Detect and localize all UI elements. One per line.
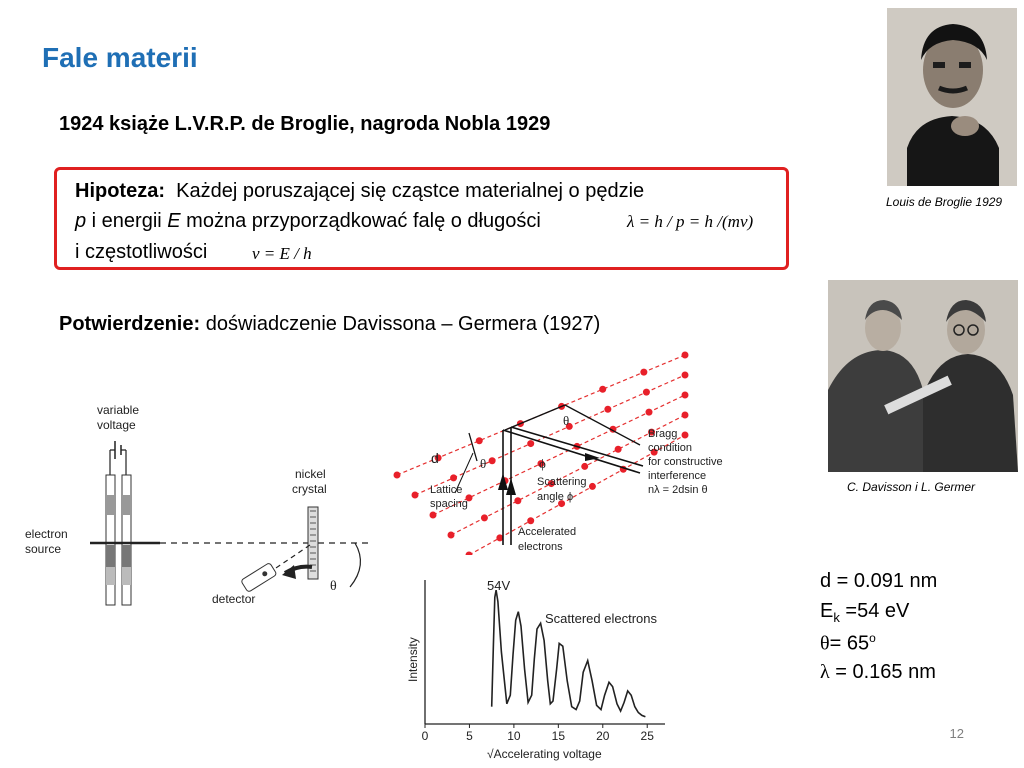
nickel-label-1: nickel xyxy=(295,467,326,481)
result-lambda xyxy=(820,661,936,684)
lattice-point xyxy=(682,412,689,419)
confirmation-label: Potwierdzenie: xyxy=(59,313,201,335)
chart-peak-label: 54V xyxy=(487,578,511,593)
accelerated-label-2: electrons xyxy=(518,541,563,553)
result-ek xyxy=(820,600,909,625)
hypothesis-line-2 xyxy=(75,210,541,233)
lattice-point xyxy=(450,474,457,481)
chart-ylabel: Intensity xyxy=(406,637,420,682)
lattice-point xyxy=(481,514,488,521)
apparatus-diagram xyxy=(20,395,375,615)
lattice-point xyxy=(682,352,689,359)
chart-title: Scattered electrons xyxy=(545,611,658,626)
lattice-point xyxy=(394,472,401,479)
de-broglie-photo xyxy=(887,8,1017,186)
slide-title: Fale materii xyxy=(42,42,198,73)
formula-lambda: λ = h / p = h /(mv) xyxy=(627,212,754,231)
page-number: 12 xyxy=(949,726,964,741)
bragg-d: d xyxy=(431,450,439,466)
lattice-point xyxy=(489,457,496,464)
result-lambda-rest: = 0.165 nm xyxy=(829,661,936,683)
lattice-point xyxy=(527,440,534,447)
chart-x-tick-label: 10 xyxy=(507,729,521,743)
lattice-point xyxy=(682,372,689,379)
bragg-triangle xyxy=(505,405,640,445)
lattice-label-2: spacing xyxy=(430,498,468,510)
scattering-label-2: angle ϕ xyxy=(537,491,574,503)
variable-voltage-label-1: variable xyxy=(97,403,140,417)
bragg-label-5: nλ = 2dsin θ xyxy=(648,484,708,496)
result-theta-sup: o xyxy=(869,631,876,645)
bragg-theta-2: θ xyxy=(563,413,570,428)
chart-x-tick-label: 25 xyxy=(640,729,654,743)
chart-x-tick-label: 5 xyxy=(466,729,473,743)
lattice-point xyxy=(682,432,689,439)
lattice-point xyxy=(599,386,606,393)
formula-nu: ν = E / h xyxy=(252,244,312,263)
lattice-point xyxy=(604,406,611,413)
hypothesis-p: p xyxy=(75,210,87,232)
lattice-point xyxy=(615,446,622,453)
confirmation-text: doświadczenie Davissona – Germera (1927) xyxy=(200,313,601,335)
chart-ticks xyxy=(422,724,655,743)
bragg-label-2: condition xyxy=(648,442,693,454)
lattice-spacing-marker xyxy=(469,433,477,461)
result-theta-symbol: θ xyxy=(820,632,830,655)
de-broglie-caption: Louis de Broglie 1929 xyxy=(886,195,1003,209)
variable-voltage-label-2: voltage xyxy=(97,418,136,432)
chart-series-line xyxy=(492,590,646,717)
result-theta xyxy=(820,631,876,656)
davisson-germer-photo xyxy=(828,280,1018,472)
chart-x-tick-label: 0 xyxy=(421,729,429,743)
bragg-diagram xyxy=(385,345,775,555)
scattering-label-1: Scattering xyxy=(537,476,587,488)
hypothesis-text-1: Każdej poruszającej się cząstce materialnej o pędzie xyxy=(176,180,645,202)
bragg-label-3: for constructive xyxy=(648,456,723,468)
lattice-point xyxy=(476,437,483,444)
bragg-phi: ϕ xyxy=(539,456,546,471)
nickel-label-2: crystal xyxy=(292,482,327,496)
electron-source-label-2: source xyxy=(25,542,62,556)
lattice-point xyxy=(466,552,473,556)
chart-x-tick-label: 15 xyxy=(551,729,566,743)
lattice-point xyxy=(640,369,647,376)
lattice-point xyxy=(643,389,650,396)
bragg-theta-1: θ xyxy=(480,456,487,471)
electron-source-label-1: electron xyxy=(25,527,68,541)
lattice-point xyxy=(448,532,455,539)
detector-icon xyxy=(241,563,277,593)
lattice-point xyxy=(589,483,596,490)
bragg-label-4: interference xyxy=(648,470,707,482)
lattice-point xyxy=(412,492,419,499)
hypothesis-line-1 xyxy=(75,180,644,203)
hypothesis-line-3: i częstotliwości xyxy=(75,241,208,263)
confirmation-line xyxy=(59,313,600,336)
incident-arrows xyxy=(498,473,516,495)
lattice-point xyxy=(581,463,588,470)
lattice-label-1: Lattice xyxy=(430,484,463,496)
chart-x-tick-label: 20 xyxy=(596,729,610,743)
result-lambda-symbol: λ xyxy=(820,661,830,683)
lattice-point xyxy=(646,409,653,416)
lattice-point xyxy=(527,517,534,524)
electron-gun-plates xyxy=(106,475,131,605)
davisson-germer-caption: C. Davisson i L. Germer xyxy=(847,480,976,494)
rotation-arrowhead xyxy=(282,565,296,579)
result-theta-rest: = 65 xyxy=(829,632,870,655)
lattice-point xyxy=(430,512,437,519)
result-ek-sub: k xyxy=(833,610,840,625)
hypothesis-label: Hipoteza: xyxy=(75,180,165,202)
bragg-label-1: Bragg xyxy=(648,428,678,440)
accelerated-label-1: Accelerated xyxy=(518,526,577,538)
battery-icon xyxy=(115,441,121,459)
lattice-point xyxy=(514,497,521,504)
chart-xlabel: √Accelerating voltage xyxy=(487,747,602,761)
hypothesis-E: E xyxy=(167,210,181,232)
hypothesis-mid-2: można przyporządkować falę o długości xyxy=(180,210,541,232)
result-ek-E: E xyxy=(820,600,834,622)
hypothesis-mid-1: i energii xyxy=(86,210,168,232)
slide-subtitle: 1924 książe L.V.R.P. de Broglie, nagroda Nobla 1929 xyxy=(59,113,551,135)
apparatus-theta: θ xyxy=(330,579,337,594)
lattice-point xyxy=(682,392,689,399)
scattering-chart xyxy=(395,572,675,764)
theta-angle-arc xyxy=(350,543,360,587)
voltage-wires xyxy=(110,450,126,475)
detector-label: detector xyxy=(212,592,256,606)
result-d: d = 0.091 nm xyxy=(820,570,938,592)
result-ek-rest: =54 eV xyxy=(839,600,910,622)
